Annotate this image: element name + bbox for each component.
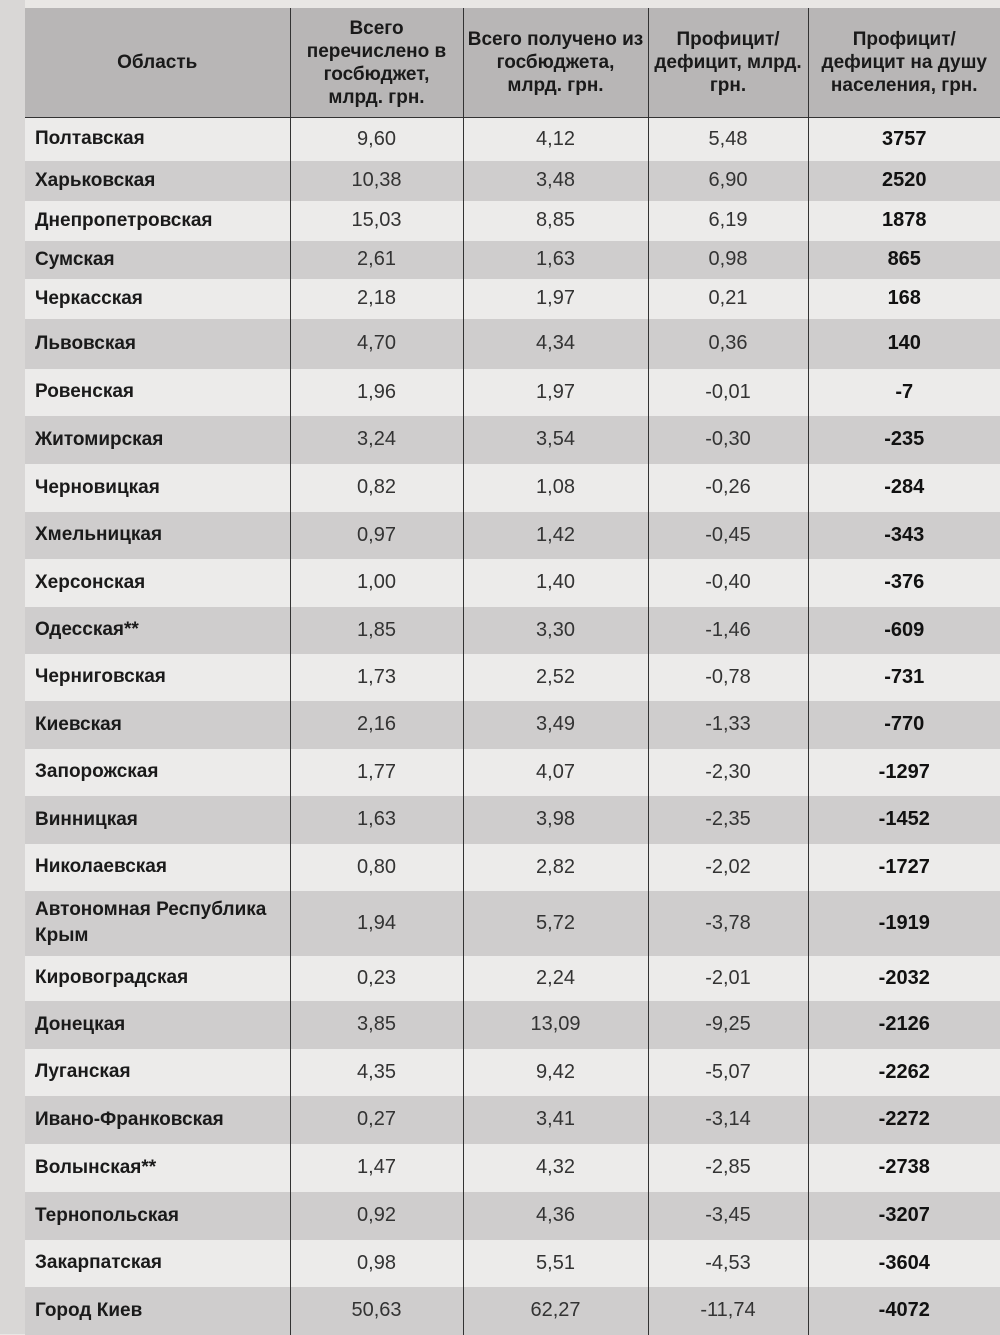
- cell-balance: -0,45: [648, 512, 808, 559]
- cell-region: Черновицкая: [25, 464, 290, 512]
- cell-transferred: 1,94: [290, 891, 463, 956]
- cell-transferred: 4,70: [290, 319, 463, 369]
- cell-transferred: 50,63: [290, 1287, 463, 1335]
- cell-per-capita: -284: [808, 464, 1000, 512]
- table-row: [25, 118, 1000, 161]
- cell-region: Ивано-Франковская: [25, 1096, 290, 1144]
- cell-balance: -11,74: [648, 1287, 808, 1335]
- cell-per-capita: 2520: [808, 161, 1000, 201]
- cell-received: 5,72: [463, 891, 648, 956]
- table-row: [25, 279, 1000, 319]
- table-row: [25, 559, 1000, 607]
- cell-received: 4,07: [463, 749, 648, 796]
- cell-per-capita: 3757: [808, 118, 1000, 161]
- cell-balance: -2,01: [648, 956, 808, 1001]
- cell-per-capita: -1919: [808, 891, 1000, 956]
- cell-region: Николаевская: [25, 844, 290, 891]
- table-row: [25, 607, 1000, 654]
- cell-per-capita: -2262: [808, 1049, 1000, 1096]
- table-row: [25, 512, 1000, 559]
- cell-balance: -0,30: [648, 416, 808, 464]
- cell-region: Житомирская: [25, 416, 290, 464]
- cell-balance: -2,35: [648, 796, 808, 844]
- cell-region: Киевская: [25, 701, 290, 749]
- cell-received: 1,63: [463, 241, 648, 279]
- cell-received: 3,54: [463, 416, 648, 464]
- cell-transferred: 0,80: [290, 844, 463, 891]
- cell-per-capita: -235: [808, 416, 1000, 464]
- page-margin: [0, 0, 25, 1334]
- cell-balance: -2,30: [648, 749, 808, 796]
- cell-region: Закарпатская: [25, 1240, 290, 1287]
- cell-balance: -0,40: [648, 559, 808, 607]
- cell-balance: 5,48: [648, 118, 808, 161]
- cell-region: Волынская**: [25, 1144, 290, 1192]
- cell-region: Тернопольская: [25, 1192, 290, 1240]
- cell-per-capita: -609: [808, 607, 1000, 654]
- cell-region: Винницкая: [25, 796, 290, 844]
- table-row: [25, 416, 1000, 464]
- cell-balance: 0,36: [648, 319, 808, 369]
- cell-received: 3,41: [463, 1096, 648, 1144]
- header-transferred: Всего перечислено в госбюджет, млрд. грн.: [290, 8, 463, 118]
- cell-received: 2,82: [463, 844, 648, 891]
- cell-per-capita: -1452: [808, 796, 1000, 844]
- cell-per-capita: -2126: [808, 1001, 1000, 1049]
- cell-transferred: 2,61: [290, 241, 463, 279]
- cell-per-capita: -731: [808, 654, 1000, 701]
- cell-received: 2,52: [463, 654, 648, 701]
- cell-region: Днепропетровская: [25, 201, 290, 241]
- cell-region: Луганская: [25, 1049, 290, 1096]
- cell-balance: 0,98: [648, 241, 808, 279]
- cell-balance: -9,25: [648, 1001, 808, 1049]
- cell-region: Черниговская: [25, 654, 290, 701]
- cell-per-capita: -2272: [808, 1096, 1000, 1144]
- table-row: [25, 241, 1000, 279]
- cell-transferred: 1,77: [290, 749, 463, 796]
- cell-per-capita: -4072: [808, 1287, 1000, 1335]
- cell-received: 3,30: [463, 607, 648, 654]
- table-row: [25, 161, 1000, 201]
- header-balance: Профицит/ дефицит, млрд. грн.: [648, 8, 808, 118]
- cell-received: 1,97: [463, 369, 648, 416]
- cell-received: 1,42: [463, 512, 648, 559]
- cell-balance: 6,19: [648, 201, 808, 241]
- cell-region: Ровенская: [25, 369, 290, 416]
- cell-region: Хмельницкая: [25, 512, 290, 559]
- cell-transferred: 0,82: [290, 464, 463, 512]
- header-row: [25, 8, 1000, 118]
- cell-balance: -4,53: [648, 1240, 808, 1287]
- cell-region: Кировоградская: [25, 956, 290, 1001]
- cell-region: Харьковская: [25, 161, 290, 201]
- header-per-capita: Профицит/ дефицит на душу населения, грн.: [808, 8, 1000, 118]
- cell-per-capita: -2738: [808, 1144, 1000, 1192]
- cell-received: 1,08: [463, 464, 648, 512]
- header-received: Всего получено из госбюджета, млрд. грн.: [463, 8, 648, 118]
- cell-balance: -3,14: [648, 1096, 808, 1144]
- table-row: [25, 1096, 1000, 1144]
- cell-per-capita: -343: [808, 512, 1000, 559]
- table-row: [25, 891, 1000, 956]
- cell-balance: -2,85: [648, 1144, 808, 1192]
- header-region: Область: [25, 8, 290, 118]
- cell-region: Одесская**: [25, 607, 290, 654]
- table-row: [25, 654, 1000, 701]
- cell-transferred: 1,00: [290, 559, 463, 607]
- cell-per-capita: 865: [808, 241, 1000, 279]
- cell-received: 4,34: [463, 319, 648, 369]
- cell-balance: -2,02: [648, 844, 808, 891]
- cell-received: 1,97: [463, 279, 648, 319]
- cell-transferred: 2,18: [290, 279, 463, 319]
- cell-received: 4,12: [463, 118, 648, 161]
- cell-received: 13,09: [463, 1001, 648, 1049]
- cell-received: 5,51: [463, 1240, 648, 1287]
- cell-transferred: 1,85: [290, 607, 463, 654]
- cell-transferred: 1,63: [290, 796, 463, 844]
- cell-received: 3,98: [463, 796, 648, 844]
- cell-region: Автономная Республика Крым: [25, 891, 290, 956]
- cell-region: Херсонская: [25, 559, 290, 607]
- cell-transferred: 0,97: [290, 512, 463, 559]
- cell-transferred: 0,92: [290, 1192, 463, 1240]
- cell-received: 3,49: [463, 701, 648, 749]
- cell-balance: 6,90: [648, 161, 808, 201]
- cell-per-capita: 1878: [808, 201, 1000, 241]
- cell-transferred: 2,16: [290, 701, 463, 749]
- table-row: [25, 1001, 1000, 1049]
- table-row: [25, 796, 1000, 844]
- cell-region: Донецкая: [25, 1001, 290, 1049]
- cell-transferred: 3,85: [290, 1001, 463, 1049]
- cell-transferred: 1,47: [290, 1144, 463, 1192]
- table-row: [25, 369, 1000, 416]
- cell-per-capita: -7: [808, 369, 1000, 416]
- cell-balance: -3,45: [648, 1192, 808, 1240]
- cell-transferred: 10,38: [290, 161, 463, 201]
- cell-transferred: 1,73: [290, 654, 463, 701]
- cell-per-capita: -3604: [808, 1240, 1000, 1287]
- cell-received: 4,32: [463, 1144, 648, 1192]
- cell-received: 1,40: [463, 559, 648, 607]
- cell-balance: -0,78: [648, 654, 808, 701]
- cell-transferred: 3,24: [290, 416, 463, 464]
- cell-region: Черкасская: [25, 279, 290, 319]
- table-row: [25, 201, 1000, 241]
- table-row: [25, 1287, 1000, 1335]
- cell-per-capita: -1297: [808, 749, 1000, 796]
- cell-received: 62,27: [463, 1287, 648, 1335]
- budget-table: [25, 8, 1000, 1335]
- table-row: [25, 319, 1000, 369]
- table-row: [25, 1049, 1000, 1096]
- cell-transferred: 15,03: [290, 201, 463, 241]
- cell-received: 3,48: [463, 161, 648, 201]
- cell-per-capita: 168: [808, 279, 1000, 319]
- cell-per-capita: -3207: [808, 1192, 1000, 1240]
- table-row: [25, 1144, 1000, 1192]
- cell-received: 9,42: [463, 1049, 648, 1096]
- table-row: [25, 1192, 1000, 1240]
- cell-transferred: 0,27: [290, 1096, 463, 1144]
- cell-received: 4,36: [463, 1192, 648, 1240]
- cell-received: 8,85: [463, 201, 648, 241]
- cell-balance: 0,21: [648, 279, 808, 319]
- cell-balance: -1,33: [648, 701, 808, 749]
- cell-balance: -0,26: [648, 464, 808, 512]
- cell-transferred: 4,35: [290, 1049, 463, 1096]
- cell-balance: -1,46: [648, 607, 808, 654]
- cell-transferred: 0,98: [290, 1240, 463, 1287]
- cell-per-capita: -1727: [808, 844, 1000, 891]
- cell-transferred: 1,96: [290, 369, 463, 416]
- cell-transferred: 9,60: [290, 118, 463, 161]
- cell-balance: -3,78: [648, 891, 808, 956]
- table-row: [25, 464, 1000, 512]
- cell-per-capita: 140: [808, 319, 1000, 369]
- table-row: [25, 701, 1000, 749]
- cell-balance: -5,07: [648, 1049, 808, 1096]
- cell-balance: -0,01: [648, 369, 808, 416]
- cell-region: Сумская: [25, 241, 290, 279]
- table-row: [25, 844, 1000, 891]
- table-row: [25, 1240, 1000, 1287]
- table-row: [25, 749, 1000, 796]
- cell-region: Львовская: [25, 319, 290, 369]
- cell-region: Полтавская: [25, 118, 290, 161]
- cell-region: Город Киев: [25, 1287, 290, 1335]
- cell-region: Запорожская: [25, 749, 290, 796]
- cell-received: 2,24: [463, 956, 648, 1001]
- cell-transferred: 0,23: [290, 956, 463, 1001]
- cell-per-capita: -770: [808, 701, 1000, 749]
- cell-per-capita: -2032: [808, 956, 1000, 1001]
- cell-per-capita: -376: [808, 559, 1000, 607]
- table-row: [25, 956, 1000, 1001]
